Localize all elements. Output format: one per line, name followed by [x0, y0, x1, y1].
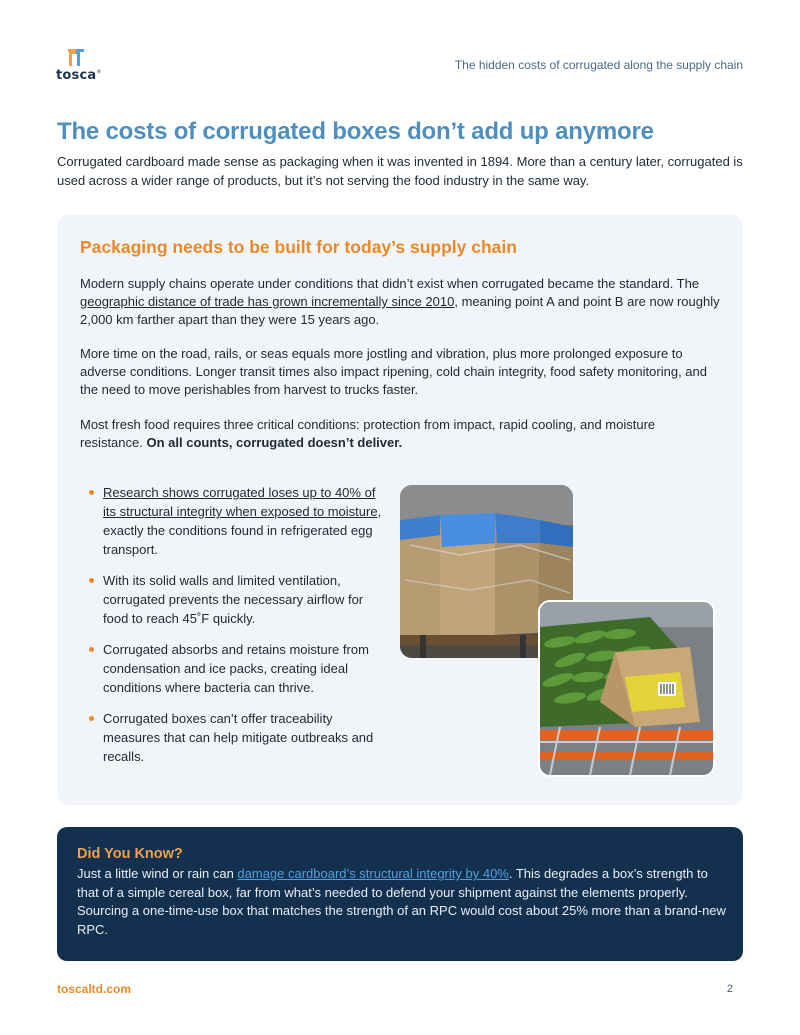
- trade-distance-link[interactable]: geographic distance of trade has grown incrementally since 2010: [80, 294, 455, 309]
- bullet-dot-icon: [89, 647, 94, 652]
- did-you-know-callout: [57, 827, 743, 961]
- page-number: 2: [726, 983, 733, 995]
- list-item: Research shows corrugated loses up to 40% of its structural integrity when exposed to moisture, exactly the conditions found in refrigerated egg transport.: [85, 483, 385, 559]
- bullet-dot-icon: [89, 578, 94, 583]
- cucumber-box-photo: [538, 600, 715, 777]
- logo-wordmark: tosca: [56, 68, 97, 83]
- supply-chain-card: [57, 215, 743, 805]
- list-item: Corrugated absorbs and retains moisture from condensation and ice packs, creating ideal conditions where bacteria can thrive.: [85, 640, 385, 697]
- card-paragraph-3: Most fresh food requires three critical conditions: protection from impact, rapid cooling, and moisture resistance. On all counts, corrugated doesn’t deliver.: [80, 417, 656, 450]
- did-you-know-heading: Did You Know?: [77, 846, 183, 862]
- card-heading: Packaging needs to be built for today’s supply chain: [80, 237, 517, 257]
- research-link[interactable]: Research shows corrugated loses up to 40% of its structural integrity when exposed to moisture: [103, 485, 378, 519]
- did-you-know-text: Just a little wind or rain can damage cardboard’s structural integrity by 40%. This degrades a box’s strength to that of a simple cereal box, far from what’s needed to defend your shipment against the elements properly. Sourcing a one-time-use box that matches the strength of an RPC would cost about 25% more than a brand-new RPC.: [77, 866, 726, 937]
- structural-integrity-link[interactable]: damage cardboard’s structural integrity by 40%: [237, 866, 509, 881]
- tosca-logo-mark-icon: [66, 46, 86, 68]
- bullet-list: [85, 483, 385, 778]
- bullet-dot-icon: [89, 716, 94, 721]
- running-title: The hidden costs of corrugated along the supply chain: [454, 58, 743, 72]
- tosca-logo: tosca®: [56, 46, 116, 86]
- list-item: With its solid walls and limited ventilation, corrugated prevents the necessary airflow for food to reach 45˚F quickly.: [85, 571, 385, 628]
- intro-paragraph: Corrugated cardboard made sense as packaging when it was invented in 1894. More than a century later, corrugated is used across a wider range of products, but it’s not serving the food industry in the same way.: [57, 154, 743, 188]
- card-paragraph-1: Modern supply chains operate under conditions that didn’t exist when corrugated became the standard. The geographic distance of trade has grown incrementally since 2010, meaning point A and point B are now roughly 2,000 km farther apart than they were 15 years ago.: [80, 276, 720, 327]
- list-item: Corrugated boxes can’t offer traceability measures that can help mitigate outbreaks and recalls.: [85, 709, 385, 766]
- card-paragraph-3-bold: On all counts, corrugated doesn’t deliver.: [146, 435, 403, 450]
- footer-website-link[interactable]: toscaltd.com: [57, 982, 132, 996]
- bullet-dot-icon: [89, 490, 94, 495]
- page-title: The costs of corrugated boxes don’t add up anymore: [57, 118, 654, 145]
- card-paragraph-2: More time on the road, rails, or seas equals more jostling and vibration, plus more prolonged exposure to adverse conditions. Longer transit times also impact ripening, cold chain integrity, food safety monitoring, and the need to move perishables from harvest to trucks faster.: [80, 346, 707, 397]
